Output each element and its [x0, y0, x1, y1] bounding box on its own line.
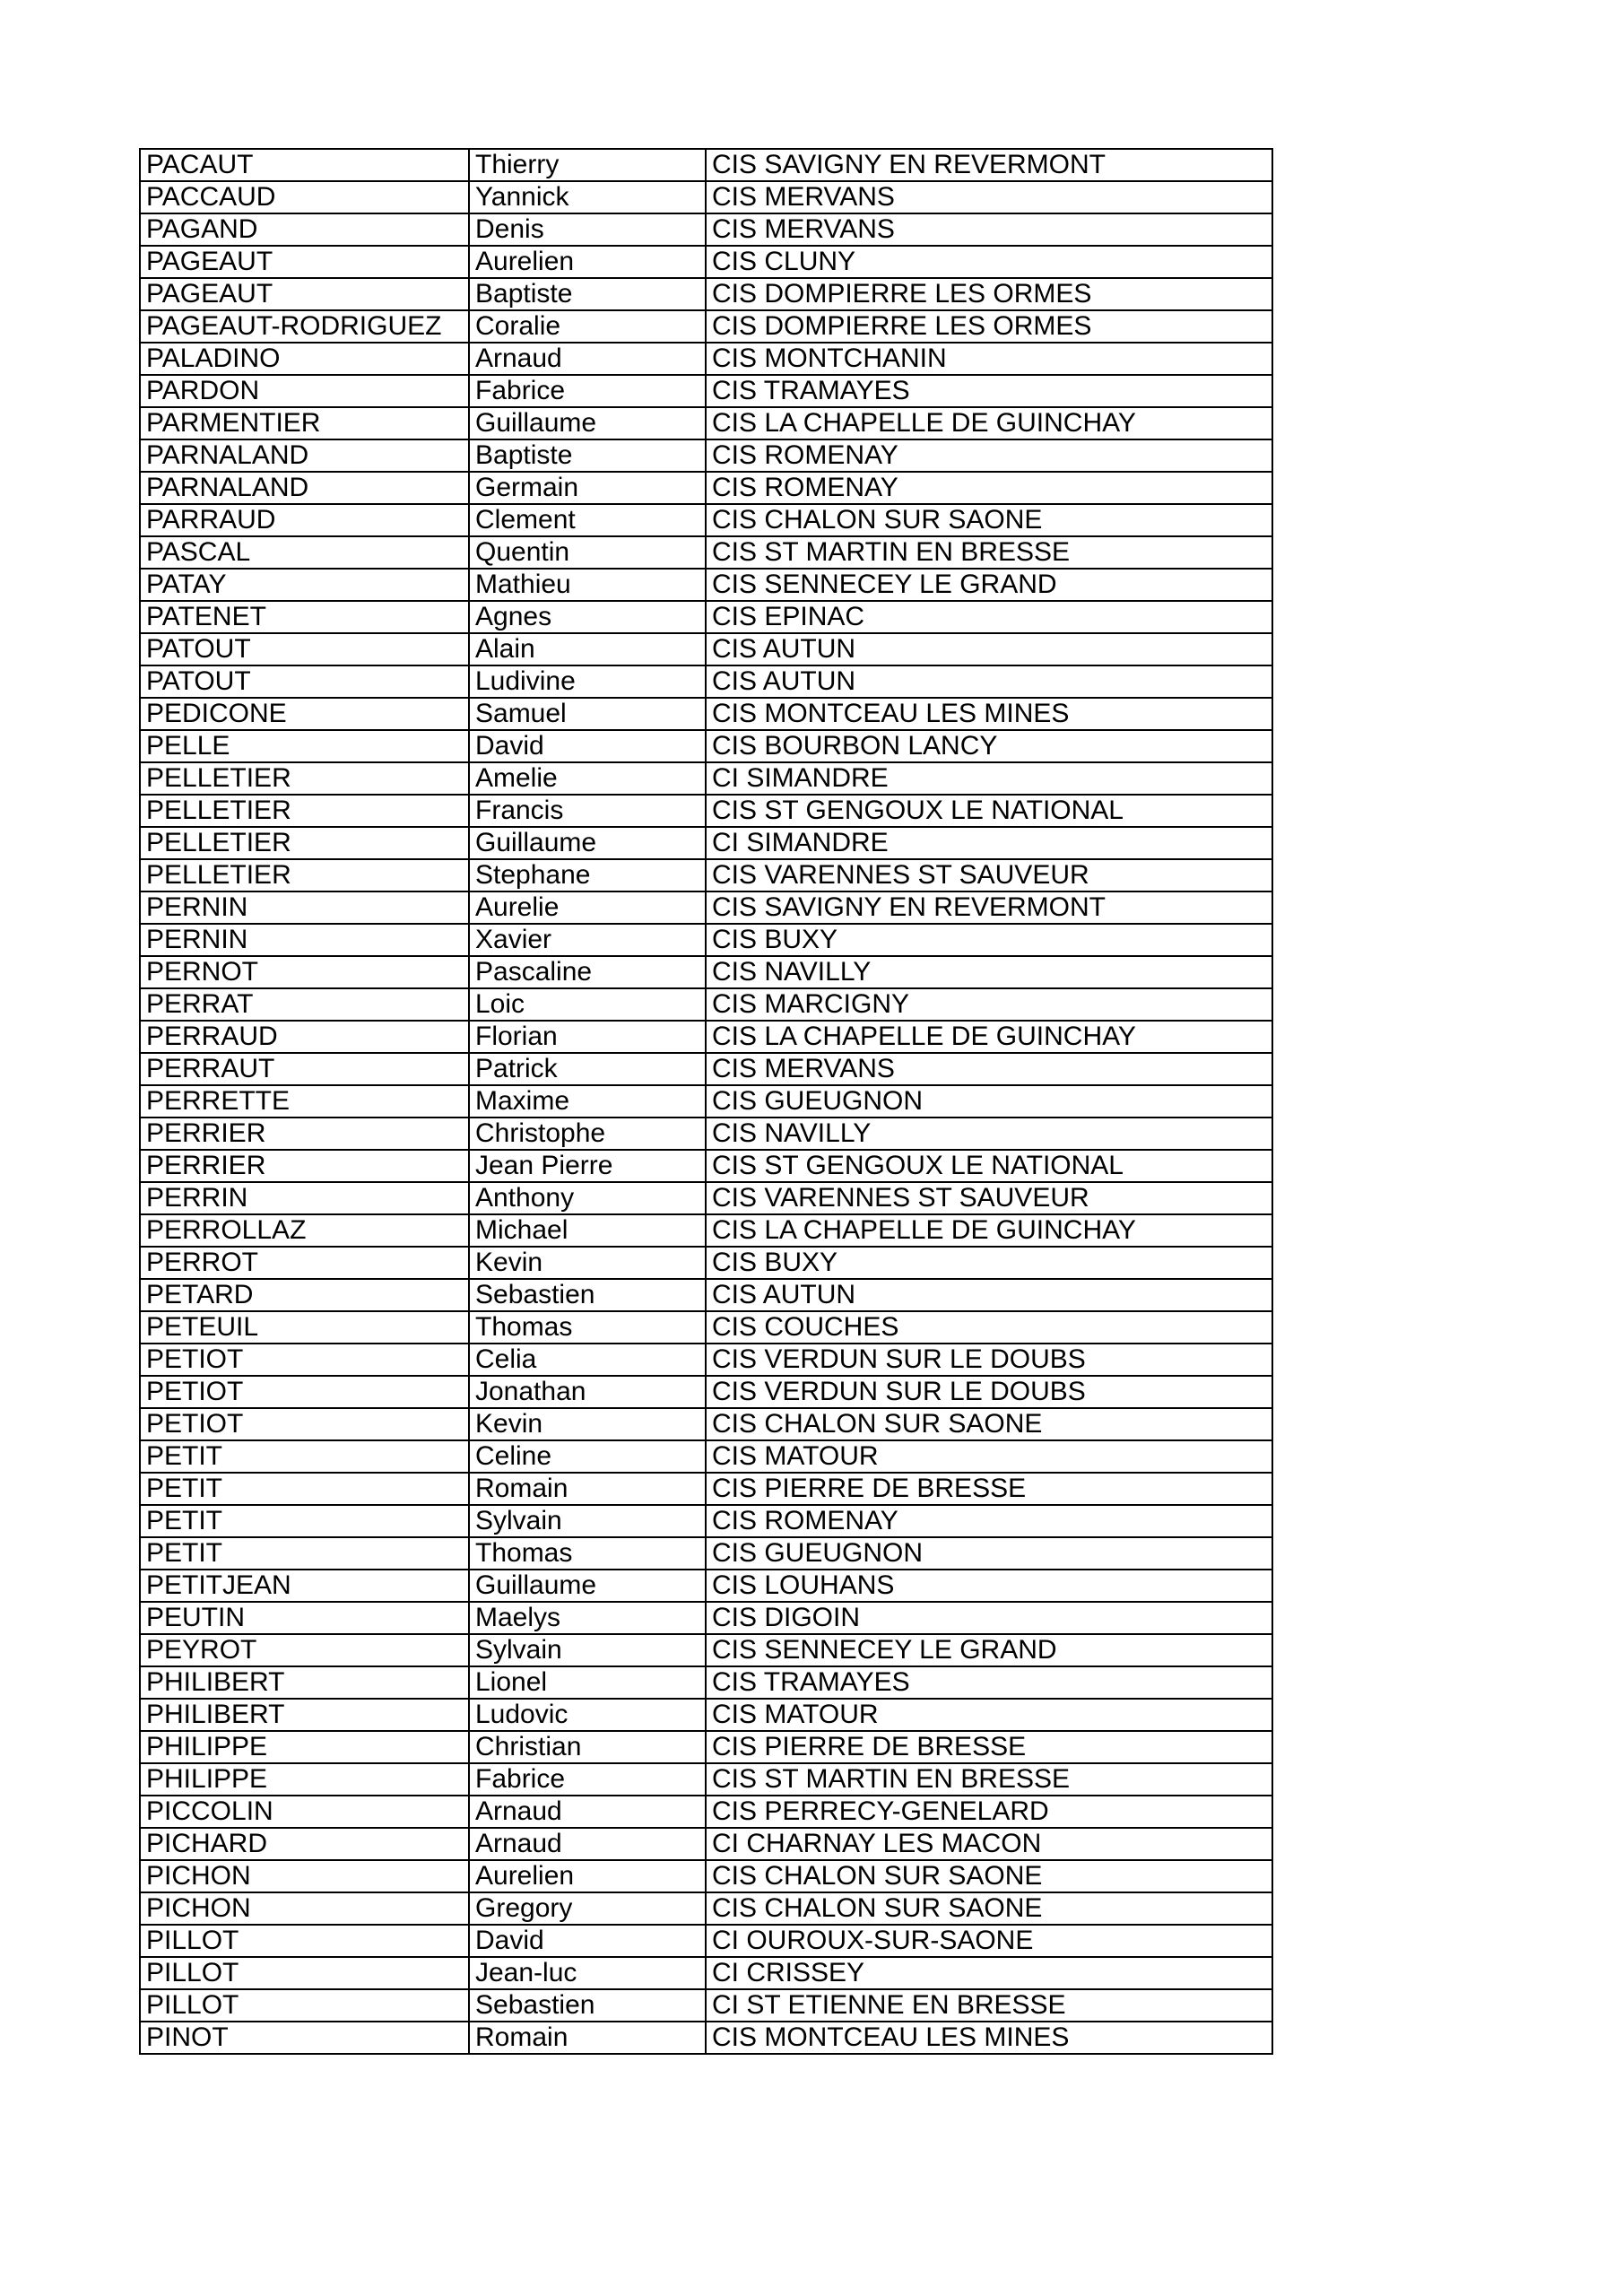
last-name-cell: PERNOT	[140, 956, 469, 988]
first-name-cell: Sebastien	[469, 1279, 706, 1311]
first-name-cell: Fabrice	[469, 1763, 706, 1796]
first-name-cell: Thomas	[469, 1537, 706, 1570]
first-name-cell: Lionel	[469, 1666, 706, 1699]
unit-cell: CIS CHALON SUR SAONE	[706, 1860, 1272, 1892]
unit-cell: CIS LA CHAPELLE DE GUINCHAY	[706, 1021, 1272, 1053]
first-name-cell: Maelys	[469, 1602, 706, 1634]
last-name-cell: PERROLLAZ	[140, 1214, 469, 1247]
last-name-cell: PAGEAUT	[140, 278, 469, 310]
table-row	[140, 1150, 1272, 1182]
last-name-cell: PERROT	[140, 1247, 469, 1279]
first-name-cell: Coralie	[469, 310, 706, 343]
first-name-cell: Christian	[469, 1731, 706, 1763]
last-name-cell: PHILIPPE	[140, 1763, 469, 1796]
first-name-cell: Kevin	[469, 1408, 706, 1440]
unit-cell: CIS BUXY	[706, 924, 1272, 956]
table-row	[140, 1957, 1272, 1989]
last-name-cell: PERRAUT	[140, 1053, 469, 1085]
first-name-cell: David	[469, 1925, 706, 1957]
table-row	[140, 1860, 1272, 1892]
first-name-cell: Jean-luc	[469, 1957, 706, 1989]
unit-cell: CIS ROMENAY	[706, 1505, 1272, 1537]
last-name-cell: PACAUT	[140, 149, 469, 181]
unit-cell: CIS MONTCEAU LES MINES	[706, 2022, 1272, 2054]
unit-cell: CIS ST GENGOUX LE NATIONAL	[706, 795, 1272, 827]
table-row	[140, 1311, 1272, 1344]
unit-cell: CIS MATOUR	[706, 1699, 1272, 1731]
table-row	[140, 1279, 1272, 1311]
unit-cell: CIS CHALON SUR SAONE	[706, 1408, 1272, 1440]
table-row	[140, 1247, 1272, 1279]
unit-cell: CI SIMANDRE	[706, 762, 1272, 795]
first-name-cell: Maxime	[469, 1085, 706, 1118]
last-name-cell: PETIOT	[140, 1344, 469, 1376]
last-name-cell: PETARD	[140, 1279, 469, 1311]
last-name-cell: PARMENTIER	[140, 407, 469, 439]
unit-cell: CIS AUTUN	[706, 665, 1272, 698]
table-row	[140, 1666, 1272, 1699]
first-name-cell: Ludovic	[469, 1699, 706, 1731]
last-name-cell: PASCAL	[140, 536, 469, 569]
unit-cell: CIS VERDUN SUR LE DOUBS	[706, 1344, 1272, 1376]
last-name-cell: PILLOT	[140, 1957, 469, 1989]
roster-table	[139, 148, 1273, 2055]
table-row	[140, 1570, 1272, 1602]
unit-cell: CIS SAVIGNY EN REVERMONT	[706, 891, 1272, 924]
table-row	[140, 730, 1272, 762]
unit-cell: CIS PIERRE DE BRESSE	[706, 1731, 1272, 1763]
first-name-cell: Francis	[469, 795, 706, 827]
table-row	[140, 795, 1272, 827]
last-name-cell: PERRETTE	[140, 1085, 469, 1118]
first-name-cell: Sylvain	[469, 1634, 706, 1666]
first-name-cell: Sebastien	[469, 1989, 706, 2022]
last-name-cell: PAGAND	[140, 213, 469, 246]
unit-cell: CIS PERRECY-GENELARD	[706, 1796, 1272, 1828]
last-name-cell: PAGEAUT	[140, 246, 469, 278]
table-row	[140, 1828, 1272, 1860]
last-name-cell: PETIOT	[140, 1408, 469, 1440]
first-name-cell: Florian	[469, 1021, 706, 1053]
table-row	[140, 1634, 1272, 1666]
unit-cell: CI CRISSEY	[706, 1957, 1272, 1989]
unit-cell: CIS DIGOIN	[706, 1602, 1272, 1634]
first-name-cell: Celine	[469, 1440, 706, 1473]
unit-cell: CI OUROUX-SUR-SAONE	[706, 1925, 1272, 1957]
last-name-cell: PERNIN	[140, 891, 469, 924]
last-name-cell: PERRAT	[140, 988, 469, 1021]
table-row	[140, 827, 1272, 859]
first-name-cell: Jean Pierre	[469, 1150, 706, 1182]
last-name-cell: PETIT	[140, 1505, 469, 1537]
table-row	[140, 698, 1272, 730]
first-name-cell: Arnaud	[469, 343, 706, 375]
last-name-cell: PELLE	[140, 730, 469, 762]
first-name-cell: Quentin	[469, 536, 706, 569]
first-name-cell: Aurelien	[469, 1860, 706, 1892]
last-name-cell: PILLOT	[140, 1989, 469, 2022]
table-row	[140, 1537, 1272, 1570]
last-name-cell: PETEUIL	[140, 1311, 469, 1344]
last-name-cell: PERRAUD	[140, 1021, 469, 1053]
first-name-cell: Samuel	[469, 698, 706, 730]
unit-cell: CIS ST GENGOUX LE NATIONAL	[706, 1150, 1272, 1182]
unit-cell: CIS ST MARTIN EN BRESSE	[706, 536, 1272, 569]
unit-cell: CIS GUEUGNON	[706, 1537, 1272, 1570]
table-row	[140, 2022, 1272, 2054]
unit-cell: CIS EPINAC	[706, 601, 1272, 633]
unit-cell: CIS SAVIGNY EN REVERMONT	[706, 149, 1272, 181]
first-name-cell: Kevin	[469, 1247, 706, 1279]
table-row	[140, 1989, 1272, 2022]
table-row	[140, 1344, 1272, 1376]
unit-cell: CIS ROMENAY	[706, 472, 1272, 504]
unit-cell: CIS DOMPIERRE LES ORMES	[706, 278, 1272, 310]
table-row	[140, 956, 1272, 988]
first-name-cell: Clement	[469, 504, 706, 536]
last-name-cell: PERRIN	[140, 1182, 469, 1214]
last-name-cell: PARNALAND	[140, 439, 469, 472]
first-name-cell: Sylvain	[469, 1505, 706, 1537]
last-name-cell: PERNIN	[140, 924, 469, 956]
table-row	[140, 343, 1272, 375]
first-name-cell: Aurelie	[469, 891, 706, 924]
first-name-cell: Anthony	[469, 1182, 706, 1214]
unit-cell: CIS MERVANS	[706, 181, 1272, 213]
last-name-cell: PHILIBERT	[140, 1699, 469, 1731]
table-row	[140, 536, 1272, 569]
last-name-cell: PACCAUD	[140, 181, 469, 213]
last-name-cell: PETIT	[140, 1537, 469, 1570]
first-name-cell: David	[469, 730, 706, 762]
unit-cell: CIS VARENNES ST SAUVEUR	[706, 1182, 1272, 1214]
first-name-cell: Guillaume	[469, 827, 706, 859]
roster-body	[140, 149, 1272, 2054]
table-row	[140, 1699, 1272, 1731]
table-row	[140, 472, 1272, 504]
table-row	[140, 1763, 1272, 1796]
table-row	[140, 1376, 1272, 1408]
unit-cell: CIS LOUHANS	[706, 1570, 1272, 1602]
first-name-cell: Romain	[469, 1473, 706, 1505]
last-name-cell: PELLETIER	[140, 827, 469, 859]
first-name-cell: Romain	[469, 2022, 706, 2054]
table-row	[140, 1602, 1272, 1634]
first-name-cell: Yannick	[469, 181, 706, 213]
table-row	[140, 569, 1272, 601]
table-row	[140, 181, 1272, 213]
last-name-cell: PALADINO	[140, 343, 469, 375]
first-name-cell: Guillaume	[469, 1570, 706, 1602]
last-name-cell: PEDICONE	[140, 698, 469, 730]
last-name-cell: PETIT	[140, 1473, 469, 1505]
first-name-cell: Agnes	[469, 601, 706, 633]
first-name-cell: Aurelien	[469, 246, 706, 278]
unit-cell: CIS CHALON SUR SAONE	[706, 504, 1272, 536]
table-row	[140, 1182, 1272, 1214]
unit-cell: CIS ST MARTIN EN BRESSE	[706, 1763, 1272, 1796]
last-name-cell: PETIT	[140, 1440, 469, 1473]
unit-cell: CIS MARCIGNY	[706, 988, 1272, 1021]
unit-cell: CIS SENNECEY LE GRAND	[706, 1634, 1272, 1666]
first-name-cell: Thierry	[469, 149, 706, 181]
table-row	[140, 665, 1272, 698]
unit-cell: CI CHARNAY LES MACON	[706, 1828, 1272, 1860]
table-row	[140, 1892, 1272, 1925]
table-row	[140, 1925, 1272, 1957]
unit-cell: CIS CLUNY	[706, 246, 1272, 278]
unit-cell: CIS AUTUN	[706, 1279, 1272, 1311]
first-name-cell: Xavier	[469, 924, 706, 956]
first-name-cell: Stephane	[469, 859, 706, 891]
first-name-cell: Gregory	[469, 1892, 706, 1925]
last-name-cell: PARDON	[140, 375, 469, 407]
unit-cell: CIS GUEUGNON	[706, 1085, 1272, 1118]
last-name-cell: PERRIER	[140, 1118, 469, 1150]
unit-cell: CIS MERVANS	[706, 1053, 1272, 1085]
first-name-cell: Baptiste	[469, 278, 706, 310]
unit-cell: CI ST ETIENNE EN BRESSE	[706, 1989, 1272, 2022]
first-name-cell: Germain	[469, 472, 706, 504]
last-name-cell: PATOUT	[140, 633, 469, 665]
table-row	[140, 213, 1272, 246]
unit-cell: CIS LA CHAPELLE DE GUINCHAY	[706, 1214, 1272, 1247]
table-row	[140, 1505, 1272, 1537]
unit-cell: CIS NAVILLY	[706, 956, 1272, 988]
last-name-cell: PICHARD	[140, 1828, 469, 1860]
last-name-cell: PEUTIN	[140, 1602, 469, 1634]
table-row	[140, 762, 1272, 795]
table-row	[140, 1214, 1272, 1247]
table-row	[140, 1408, 1272, 1440]
table-row	[140, 1731, 1272, 1763]
first-name-cell: Mathieu	[469, 569, 706, 601]
first-name-cell: Ludivine	[469, 665, 706, 698]
last-name-cell: PILLOT	[140, 1925, 469, 1957]
first-name-cell: Christophe	[469, 1118, 706, 1150]
table-row	[140, 633, 1272, 665]
table-row	[140, 601, 1272, 633]
first-name-cell: Fabrice	[469, 375, 706, 407]
last-name-cell: PATAY	[140, 569, 469, 601]
table-row	[140, 407, 1272, 439]
last-name-cell: PETITJEAN	[140, 1570, 469, 1602]
last-name-cell: PICCOLIN	[140, 1796, 469, 1828]
table-row	[140, 1473, 1272, 1505]
unit-cell: CIS AUTUN	[706, 633, 1272, 665]
unit-cell: CIS BOURBON LANCY	[706, 730, 1272, 762]
table-row	[140, 1085, 1272, 1118]
last-name-cell: PICHON	[140, 1860, 469, 1892]
unit-cell: CIS BUXY	[706, 1247, 1272, 1279]
last-name-cell: PINOT	[140, 2022, 469, 2054]
last-name-cell: PARRAUD	[140, 504, 469, 536]
table-row	[140, 924, 1272, 956]
first-name-cell: Loic	[469, 988, 706, 1021]
last-name-cell: PETIOT	[140, 1376, 469, 1408]
first-name-cell: Thomas	[469, 1311, 706, 1344]
last-name-cell: PICHON	[140, 1892, 469, 1925]
unit-cell: CIS ROMENAY	[706, 439, 1272, 472]
first-name-cell: Arnaud	[469, 1828, 706, 1860]
unit-cell: CIS TRAMAYES	[706, 1666, 1272, 1699]
unit-cell: CIS PIERRE DE BRESSE	[706, 1473, 1272, 1505]
last-name-cell: PAGEAUT-RODRIGUEZ	[140, 310, 469, 343]
first-name-cell: Patrick	[469, 1053, 706, 1085]
table-row	[140, 278, 1272, 310]
unit-cell: CIS COUCHES	[706, 1311, 1272, 1344]
table-row	[140, 891, 1272, 924]
table-row	[140, 439, 1272, 472]
first-name-cell: Amelie	[469, 762, 706, 795]
table-row	[140, 1796, 1272, 1828]
unit-cell: CIS NAVILLY	[706, 1118, 1272, 1150]
unit-cell: CIS MONTCEAU LES MINES	[706, 698, 1272, 730]
unit-cell: CIS TRAMAYES	[706, 375, 1272, 407]
last-name-cell: PHILIBERT	[140, 1666, 469, 1699]
last-name-cell: PELLETIER	[140, 762, 469, 795]
unit-cell: CIS LA CHAPELLE DE GUINCHAY	[706, 407, 1272, 439]
table-row	[140, 988, 1272, 1021]
last-name-cell: PELLETIER	[140, 859, 469, 891]
table-row	[140, 375, 1272, 407]
table-row	[140, 246, 1272, 278]
table-row	[140, 1053, 1272, 1085]
table-row	[140, 859, 1272, 891]
last-name-cell: PELLETIER	[140, 795, 469, 827]
first-name-cell: Baptiste	[469, 439, 706, 472]
last-name-cell: PARNALAND	[140, 472, 469, 504]
unit-cell: CIS VERDUN SUR LE DOUBS	[706, 1376, 1272, 1408]
table-row	[140, 310, 1272, 343]
first-name-cell: Arnaud	[469, 1796, 706, 1828]
table-row	[140, 504, 1272, 536]
first-name-cell: Celia	[469, 1344, 706, 1376]
last-name-cell: PATENET	[140, 601, 469, 633]
unit-cell: CIS MATOUR	[706, 1440, 1272, 1473]
unit-cell: CIS CHALON SUR SAONE	[706, 1892, 1272, 1925]
table-row	[140, 1118, 1272, 1150]
unit-cell: CIS SENNECEY LE GRAND	[706, 569, 1272, 601]
first-name-cell: Alain	[469, 633, 706, 665]
last-name-cell: PATOUT	[140, 665, 469, 698]
unit-cell: CI SIMANDRE	[706, 827, 1272, 859]
first-name-cell: Denis	[469, 213, 706, 246]
unit-cell: CIS VARENNES ST SAUVEUR	[706, 859, 1272, 891]
first-name-cell: Guillaume	[469, 407, 706, 439]
table-row	[140, 1021, 1272, 1053]
last-name-cell: PEYROT	[140, 1634, 469, 1666]
last-name-cell: PERRIER	[140, 1150, 469, 1182]
unit-cell: CIS MONTCHANIN	[706, 343, 1272, 375]
table-row	[140, 1440, 1272, 1473]
first-name-cell: Michael	[469, 1214, 706, 1247]
table-row	[140, 149, 1272, 181]
first-name-cell: Pascaline	[469, 956, 706, 988]
unit-cell: CIS DOMPIERRE LES ORMES	[706, 310, 1272, 343]
unit-cell: CIS MERVANS	[706, 213, 1272, 246]
first-name-cell: Jonathan	[469, 1376, 706, 1408]
last-name-cell: PHILIPPE	[140, 1731, 469, 1763]
